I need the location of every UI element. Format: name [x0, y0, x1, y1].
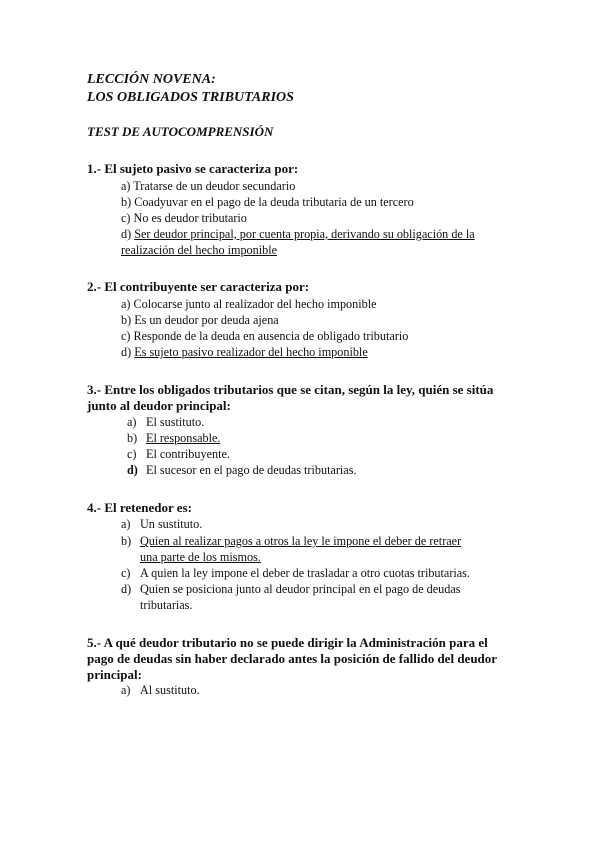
question-4-option-d-label: d)	[121, 582, 132, 596]
question-2-option-d-text: Es sujeto pasivo realizador del hecho imponible	[134, 345, 368, 359]
question-5-title-line-3: principal:	[87, 667, 142, 682]
question-3-option-c-label: c)	[127, 447, 137, 461]
question-2-option-a: a) Colocarse junto al realizador del hecho imponible	[121, 297, 377, 311]
question-1-title: 1.- El sujeto pasivo se caracteriza por:	[87, 161, 299, 176]
question-2-option-b: b) Es un deudor por deuda ajena	[121, 313, 279, 327]
question-1-option-d-label: d)	[121, 227, 135, 241]
question-4-option-a-label: a)	[121, 517, 131, 531]
question-1-option-c: c) No es deudor tributario	[121, 211, 247, 225]
question-3-option-b-text: El responsable.	[146, 431, 221, 445]
question-3-option-d-label: d)	[127, 463, 138, 477]
question-5-option-a-text: Al sustituto.	[140, 683, 200, 697]
question-4-option-b-label: b)	[121, 534, 132, 548]
question-1-option-a: a) Tratarse de un deudor secundario	[121, 179, 296, 193]
question-3-title-line-2: junto al deudor principal:	[87, 398, 231, 413]
question-3-option-b-label: b)	[127, 431, 138, 445]
question-4-title: 4.- El retenedor es:	[87, 500, 192, 515]
question-5-title-line-1: 5.- A qué deudor tributario no se puede dirigir la Administración para el	[87, 635, 488, 650]
test-title: TEST DE AUTOCOMPRENSIÓN	[87, 124, 274, 139]
question-4-option-d-text: Quien se posiciona junto al deudor principal en el pago de deudas	[140, 582, 461, 596]
question-3-option-d-text: El sucesor en el pago de deudas tributarias.	[146, 463, 357, 477]
question-1-option-d-text: Ser deudor principal, por cuenta propia, derivando su obligación de la	[134, 227, 475, 241]
question-1-option-d	[121, 227, 475, 242]
question-3-option-c-text: El contribuyente.	[146, 447, 230, 461]
question-2-option-d	[121, 345, 368, 360]
question-4-option-c-text: A quien la ley impone el deber de trasladar a otro cuotas tributarias.	[140, 566, 470, 580]
question-4-option-b-text: Quien al realizar pagos a otros la ley le impone el deber de retraer	[140, 534, 462, 548]
topic-title: LOS OBLIGADOS TRIBUTARIOS	[87, 90, 294, 105]
question-1-option-b: b) Coadyuvar en el pago de la deuda tributaria de un tercero	[121, 195, 414, 209]
question-4-option-b-continuation: una parte de los mismos.	[140, 550, 261, 564]
question-3-title-line-1: 3.- Entre los obligados tributarios que se citan, según la ley, quién se sitúa	[87, 382, 494, 397]
question-2-title: 2.- El contribuyente ser caracteriza por:	[87, 279, 310, 294]
question-3-option-a-label: a)	[127, 415, 137, 429]
question-3-option-a-text: El sustituto.	[146, 415, 205, 429]
question-2-option-c: c) Responde de la deuda en ausencia de obligado tributario	[121, 329, 409, 343]
question-5-title-line-2: pago de deudas sin haber declarado antes la posición de fallido del deudor	[87, 651, 498, 666]
question-5-option-a-label: a)	[121, 683, 131, 697]
question-2-option-d-label: d)	[121, 345, 135, 359]
question-4-option-a-text: Un sustituto.	[140, 517, 203, 531]
lesson-title: LECCIÓN NOVENA:	[87, 72, 216, 87]
question-1-option-d-continuation: realización del hecho imponible	[121, 243, 278, 257]
question-4-option-d-continuation: tributarias.	[140, 598, 193, 612]
question-4-option-c-label: c)	[121, 566, 131, 580]
